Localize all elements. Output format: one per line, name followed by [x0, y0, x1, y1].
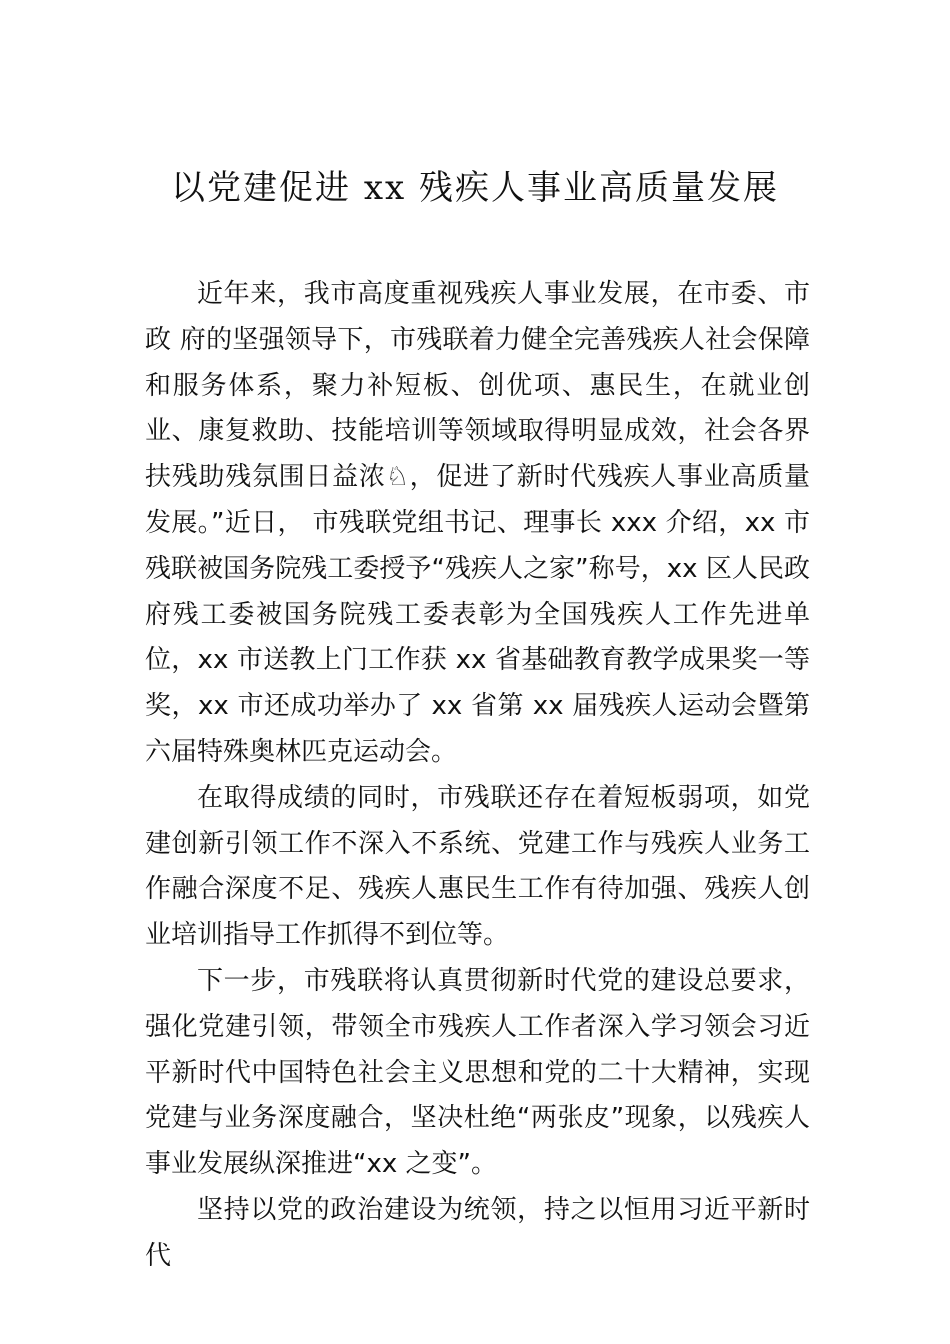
paragraph-2: 在取得成绩的同时，市残联还存在着短板弱项，如党建创新引领工作不深入不系统、党建工作与残疾人业务工作融合深度不足、残疾人惠民生工作有待加强、残疾人创业培训指导工作抓得不到位等。	[145, 782, 810, 951]
paragraph-1: 近年来，我市高度重视残疾人事业发展，在市委、市政 府的坚强领导下，市残联着力健全完善残疾人社会保障和服务体系，聚力补短板、创优项、惠民生，在就业创业、康复救助、技能培训等领域取得明显成效，社会各界扶残助残氛围日益浓♘，促进了新时代残疾人事业高质量发展。”近日， 市残联党组书记、理事长 xxx 介绍，xx 市残联被国务院残工委授予“残疾人之家”称号，xx 区人民政府残工委被国务院残工委表彰为全国残疾人工作先进单位，xx 市送教上门工作获 xx 省基础教育教学成果奖一等奖，xx 市还成功举办了 xx 省第 xx 届残疾人运动会暨第六届特殊奥林匹克运动会。	[145, 279, 810, 767]
document-body	[145, 272, 810, 1280]
paragraph-4: 坚持以党的政治建设为统领，持之以恒用习近平新时代	[145, 1194, 810, 1271]
document-title: 以党建促进 xx 残疾人事业高质量发展	[171, 168, 779, 208]
paragraph-3: 下一步，市残联将认真贯彻新时代党的建设总要求，强化党建引领，带领全市残疾人工作者深入学习领会习近平新时代中国特色社会主义思想和党的二十大精神，实现党建与业务深度融合，坚决杜绝“两张皮”现象，以残疾人事业发展纵深推进“xx 之变”。	[145, 965, 810, 1180]
